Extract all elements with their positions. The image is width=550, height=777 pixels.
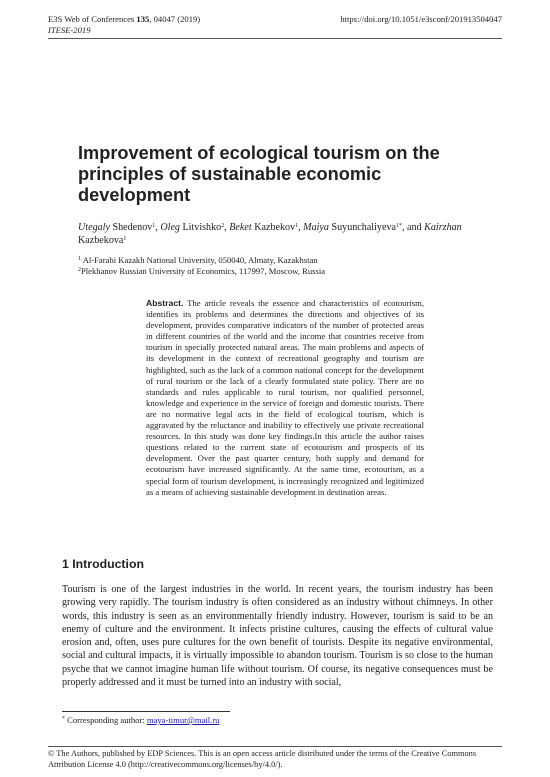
author: Beket Kazbekov$^1$,: [229, 222, 304, 233]
license-line: © The Authors, published by EDP Sciences. This is an open access article distributed under the terms of the Creative Commons: [48, 749, 477, 758]
author-list: [78, 221, 478, 247]
footer-rule: [48, 746, 502, 747]
author: Utegaly Shedenov$^1$,: [78, 222, 161, 233]
section-heading: 1 Introduction: [62, 557, 144, 571]
affiliations: [78, 255, 325, 277]
footnote-rule: [62, 711, 230, 712]
abstract-label: Abstract.: [146, 298, 184, 308]
section-body: Tourism is one of the largest industries in the world. In recent years, the tourism industry has been growing very rapidly. The tourism industry is often considered as an industry without chimneys. In other words, this industry is seen as an environmentally friendly industry. However, tourism is said to be an enemy of culture and the environment. It infects pristine cultures, causing the effects of cultural value erosion and, often, uses pure cultures for the own benefit of tourists. Despite its negative environmental, social and cultural impacts, it is virtually impossible to abandon tourism. Tourism is so close to the human psyche that we cannot imagine human life without tourism. Of course, its negative consequences must be properly addressed and it must be turned into an industry with social,: [62, 584, 493, 689]
article-number: , 04047 (2019): [149, 14, 201, 24]
footnote: * Corresponding author: maya-timur@mail.ru: [62, 715, 220, 725]
journal-name: E3S Web of Conferences: [48, 14, 135, 24]
header-rule: [48, 38, 502, 39]
doi-link[interactable]: https://doi.org/10.1051/e3sconf/201913504047: [340, 14, 502, 24]
license-footer: [48, 746, 502, 771]
email-link[interactable]: maya-timur@mail.ru: [146, 715, 220, 725]
author: Oleg Litvishko$^2$,: [160, 222, 230, 233]
affiliation-item: $^2$Plekhanov Russian University of Economics, 117997, Moscow, Russia: [78, 266, 326, 276]
abstract: [146, 298, 424, 498]
abstract-text: The article reveals the essence and characteristics of ecotourism, identifies its problems and determines the directions and objectives of its development, provides comparative indicators of the number of protected areas in different countries of the world and the income that countries receive from tourism in specially protected natural areas. The main problems and aspects of its development in the context of recreational geography and tourism are highlighted, such as the lack of a common national concept for the development of rural tourism or the lack of a clearly formulated state policy. There are no standards and rules applicable to rural tourism, nor qualified personnel, knowledge and experience in the service of foreign and domestic tourists. There are no normative legal acts in the field of ecological tourism, which is aggravated by the reluctance and inability to effectively use private recreational resources. In this study was done key findings.In this article the author raises questions related to the current state of ecotourism and prospects of its development. Over the past quarter century, both supply and demand for ecotourism have increased significantly. At the same time, ecotourism, as a special form of tourism development, is increasingly recognized and legitimized as a means of achieving sustainable development in destination areas.: [146, 298, 424, 497]
affiliation-item: $^1$ Al-Farabi Kazakh National University, 050040, Almaty, Kazakhstan: [78, 255, 318, 265]
journal-volume: 135: [136, 14, 150, 24]
running-header: [48, 14, 502, 39]
author: Maiya Suyunchaliyeva$^{1*}$, and: [303, 222, 425, 233]
journal-citation: [48, 14, 200, 25]
license-line[interactable]: Attribution License 4.0 (http://creativecommons.org/licenses/by/4.0/).: [48, 759, 283, 769]
author: Kairzhan Kazbekova$^1$: [78, 222, 462, 246]
paper-title: Improvement of ecological tourism on the principles of sustainable economic development: [78, 143, 440, 205]
conference-name: ITESE-2019: [48, 25, 91, 35]
